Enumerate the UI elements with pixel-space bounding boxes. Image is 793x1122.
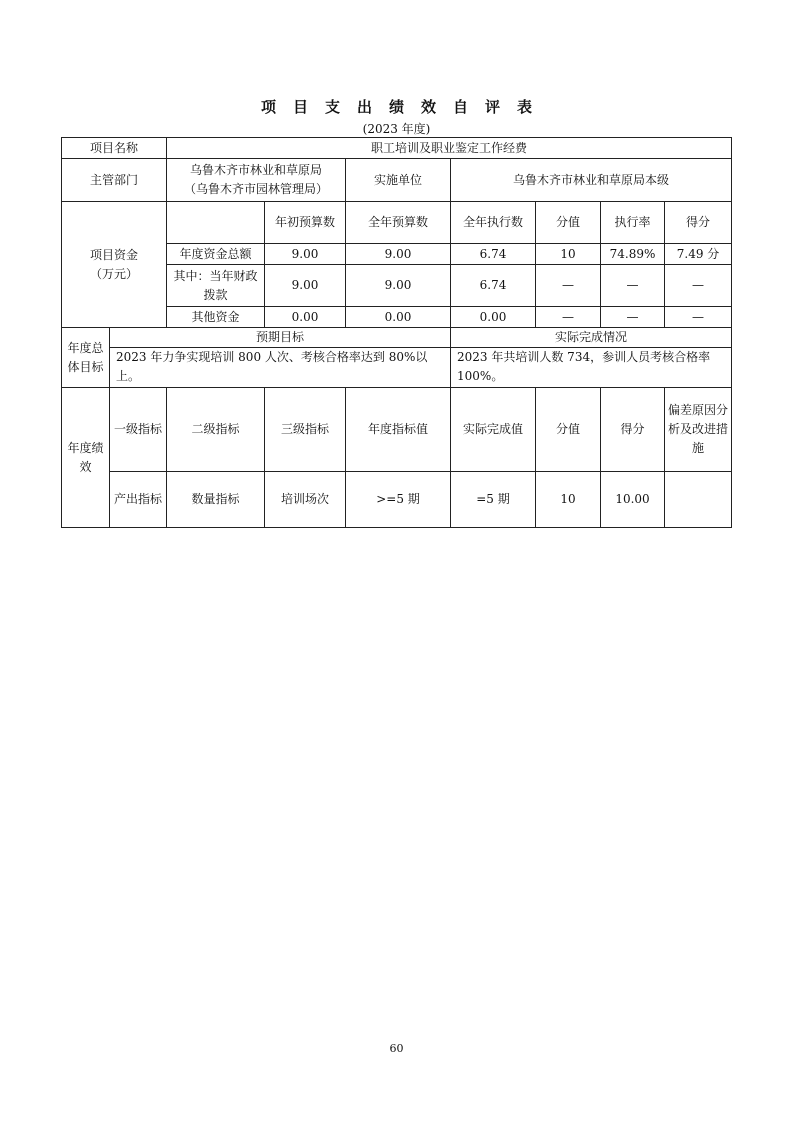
impl-value: 乌鲁木齐市林业和草原局本级	[451, 159, 732, 202]
page-title: 项目支出绩效自评表	[260, 98, 549, 116]
funds-header-blank	[167, 202, 265, 244]
performance-label	[62, 388, 110, 528]
perf-level1: 产出指标	[110, 472, 167, 528]
header-level1: 一级指标	[110, 388, 167, 472]
page-number: 60	[389, 1042, 404, 1055]
fund-score: —	[665, 307, 732, 328]
fund-score-value: —	[536, 265, 601, 307]
fund-executed: 6.74	[451, 244, 536, 265]
dept-label: 主管部门	[62, 159, 167, 202]
header-level3: 三级指标	[265, 388, 346, 472]
header-target-value: 年度指标值	[346, 388, 451, 472]
header-actual-value: 实际完成值	[451, 388, 536, 472]
fund-row-label: 年度资金总额	[167, 244, 265, 265]
perf-level2: 数量指标	[167, 472, 265, 528]
fund-score: —	[665, 265, 732, 307]
perf-target: >=5 期	[346, 472, 451, 528]
fund-annual: 0.00	[346, 307, 451, 328]
expected-goal-text: 2023 年力争实现培训 800 人次、考核合格率达到 80%以上。	[110, 348, 451, 388]
fund-score-value: 10	[536, 244, 601, 265]
header-execution-rate: 执行率	[601, 202, 665, 244]
project-name-value: 职工培训及职业鉴定工作经费	[167, 138, 732, 159]
expected-goal-header: 预期目标	[110, 328, 451, 348]
department-row	[62, 159, 732, 202]
header-score-value: 分值	[536, 202, 601, 244]
dept-value	[167, 159, 346, 202]
header-perf-score-value: 分值	[536, 388, 601, 472]
fund-rate: —	[601, 307, 665, 328]
actual-completion-text: 2023 年共培训人数 734，参训人员考核合格率 100%。	[451, 348, 732, 388]
goals-content-row	[62, 348, 732, 388]
funds-header-row	[62, 202, 732, 244]
fund-executed: 6.74	[451, 265, 536, 307]
project-name-label: 项目名称	[62, 138, 167, 159]
performance-evaluation-table	[61, 137, 732, 528]
funds-label	[62, 202, 167, 328]
fund-initial: 9.00	[265, 244, 346, 265]
fund-initial: 0.00	[265, 307, 346, 328]
header-annual-budget: 全年预算数	[346, 202, 451, 244]
funds-label-line2: （万元）	[90, 266, 139, 281]
perf-score: 10.00	[601, 472, 665, 528]
perf-score-value: 10	[536, 472, 601, 528]
fund-annual: 9.00	[346, 265, 451, 307]
goals-header-row	[62, 328, 732, 348]
fund-row-label: 其中：当年财政拨款	[167, 265, 265, 307]
fund-rate: —	[601, 265, 665, 307]
header-initial-budget: 年初预算数	[265, 202, 346, 244]
header-score: 得分	[665, 202, 732, 244]
funds-label-line1: 项目资金	[90, 247, 139, 262]
performance-header-row	[62, 388, 732, 472]
page-subtitle: (2023 年度)	[362, 122, 431, 136]
header-deviation: 偏差原因分析及改进措施	[665, 388, 732, 472]
perf-level3: 培训场次	[265, 472, 346, 528]
performance-label-text: 年度绩效	[67, 440, 104, 474]
project-name-row	[62, 138, 732, 159]
perf-actual: =5 期	[451, 472, 536, 528]
header-level2: 二级指标	[167, 388, 265, 472]
impl-label: 实施单位	[346, 159, 451, 202]
performance-data-row	[62, 472, 732, 528]
fund-annual: 9.00	[346, 244, 451, 265]
fund-score-value: —	[536, 307, 601, 328]
fund-row-label: 其他资金	[167, 307, 265, 328]
header-executed: 全年执行数	[451, 202, 536, 244]
dept-value-line2: （乌鲁木齐市园林管理局）	[184, 182, 329, 196]
fund-score: 7.49 分	[665, 244, 732, 265]
fund-rate: 74.89%	[601, 244, 665, 265]
header-perf-score: 得分	[601, 388, 665, 472]
dept-value-line1: 乌鲁木齐市林业和草原局	[190, 163, 323, 177]
fund-initial: 9.00	[265, 265, 346, 307]
perf-deviation	[665, 472, 732, 528]
actual-completion-header: 实际完成情况	[451, 328, 732, 348]
fund-executed: 0.00	[451, 307, 536, 328]
goals-label: 年度总体目标	[62, 328, 110, 388]
